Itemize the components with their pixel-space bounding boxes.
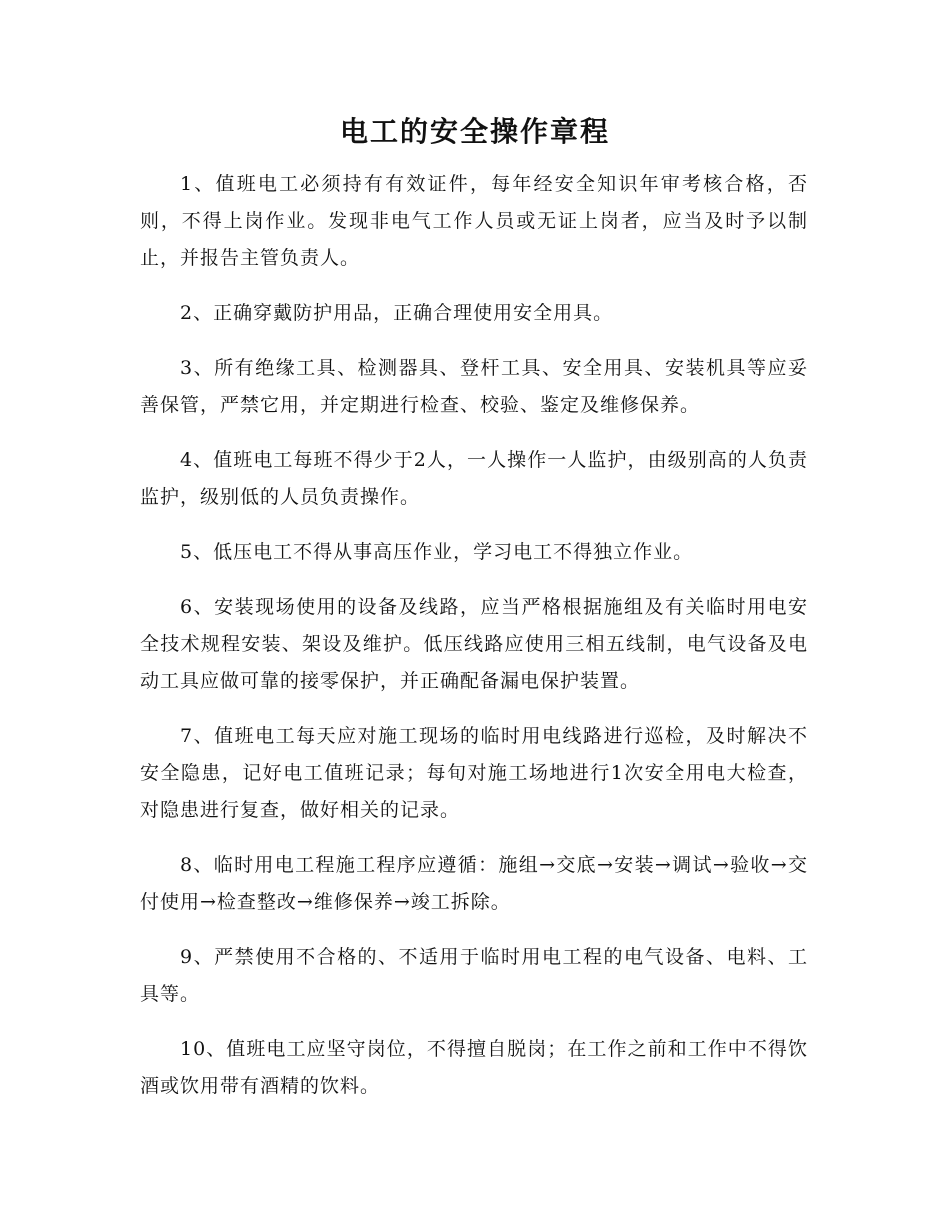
paragraph-2: 2、正确穿戴防护用品，正确合理使用安全用具。: [180, 302, 614, 324]
paragraph-3: 3、所有绝缘工具、检测器具、登杆工具、安全用具、安装机具等应妥善保管，严禁它用，并定期进行检查、校验、鉴定及维修保养。: [140, 357, 808, 416]
paragraph-1: 1、值班电工必须持有有效证件，每年经安全知识年审考核合格，否则，不得上岗作业。发现非电气工作人员或无证上岗者，应当及时予以制止，并报告主管负责人。: [140, 173, 808, 269]
paragraph-8: 8、临时用电工程施工程序应遵循：施组→交底→安装→调试→验收→交付使用→检查整改→维修保养→竣工拆除。: [140, 854, 808, 913]
paragraph-10: 10、值班电工应坚守岗位，不得擅自脱岗；在工作之前和工作中不得饮酒或饮用带有酒精的饮料。: [140, 1038, 808, 1097]
paragraph-5: 5、低压电工不得从事高压作业，学习电工不得独立作业。: [180, 541, 694, 563]
paragraph-7: 7、值班电工每天应对施工现场的临时用电线路进行巡检，及时解决不安全隐患，记好电工值班记录；每旬对施工场地进行1次安全用电大检查，对隐患进行复查，做好相关的记录。: [140, 725, 808, 821]
paragraph-6: 6、安装现场使用的设备及线路，应当严格根据施组及有关临时用电安全技术规程安装、架设及维护。低压线路应使用三相五线制，电气设备及电动工具应做可靠的接零保护，并正确配备漏电保护装置。: [140, 596, 808, 692]
paragraph-4: 4、值班电工每班不得少于2人，一人操作一人监护，由级别高的人负责监护，级别低的人员负责操作。: [140, 449, 808, 508]
document-title: 电工的安全操作章程: [339, 115, 610, 148]
document-body: [140, 166, 808, 1123]
paragraph-9: 9、严禁使用不合格的、不适用于临时用电工程的电气设备、电料、工具等。: [140, 946, 808, 1005]
